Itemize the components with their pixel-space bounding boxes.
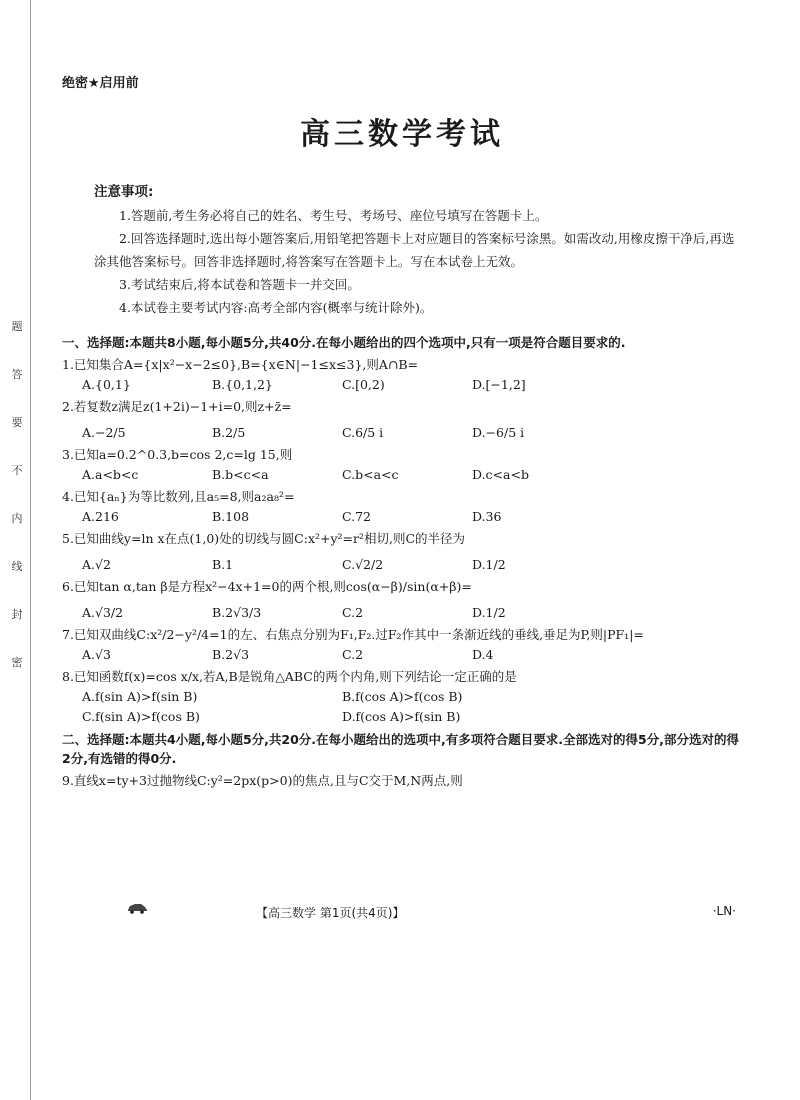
question-1 [62,356,742,394]
question-stem: 6.已知tan α,tan β是方程x²−4x+1=0的两个根,则cos(α−β)/sin(α+β)= [62,579,472,594]
option-a: A.−2/5 [82,425,126,440]
page-title: 高三数学考试 [300,117,504,152]
notes-block [62,181,742,319]
option-b: B.1 [212,557,234,572]
section-two-heading: 二、选择题:本题共4小题,每小题5分,共20分.在每小题给出的选项中,有多项符合题目要求.全部选对的得5分,部分选对的得2分,有选错的得0分. [62,732,739,766]
exam-page [62,72,742,790]
option-a: A.f(sin A)>f(sin B) [82,689,198,704]
option-d: D.1/2 [472,557,506,572]
question-options [62,508,742,526]
note-item: 1.答题前,考生务必将自己的姓名、考生号、考场号、座位号填写在答题卡上。 [119,208,548,223]
question-stem: 1.已知集合A={x|x²−x−2≤0},B={x∈N|−1≤x≤3},则A∩B= [62,357,419,372]
question-stem: 3.已知a=0.2^0.3,b=cos 2,c=lg 15,则 [62,447,293,462]
option-c: C.72 [342,509,371,524]
car-icon [126,902,148,918]
scan-edge-line [30,0,31,1100]
question-stem: 9.直线x=ty+3过抛物线C:y²=2px(p>0)的焦点,且与C交于M,N两点,则 [62,773,463,788]
question-options [62,708,742,726]
option-d: D.−6/5 i [472,425,525,440]
question-3 [62,446,742,484]
question-4 [62,488,742,526]
seal-char: 题 [11,320,23,333]
question-stem: 5.已知曲线y=ln x在点(1,0)处的切线与圆C:x²+y²=r²相切,则C的半径为 [62,531,466,546]
secret-label: 绝密★启用前 [62,76,139,91]
seal-char: 要 [11,416,23,429]
question-6 [62,578,742,622]
option-b: B.108 [212,509,250,524]
option-a: A.√2 [82,557,111,572]
question-stem: 7.已知双曲线C:x²/2−y²/4=1的左、右焦点分别为F₁,F₂.过F₂作其中一条渐近线的垂线,垂足为P,则|PF₁|= [62,627,644,642]
question-5 [62,530,742,574]
question-options [62,688,742,706]
option-a: A.a<b<c [82,467,139,482]
option-d: D.1/2 [472,605,506,620]
seal-char: 不 [11,464,23,477]
seal-char: 线 [11,560,23,573]
seal-char: 答 [11,368,23,381]
section-one-heading: 一、选择题:本题共8小题,每小题5分,共40分.在每小题给出的四个选项中,只有一项是符合题目要求的. [62,335,626,350]
option-d: D.c<a<b [472,467,529,482]
option-a: A.216 [82,509,119,524]
note-item: 3.考试结束后,将本试卷和答题卡一并交回。 [119,277,360,292]
option-c: C.f(sin A)>f(cos B) [82,709,200,724]
option-c: C.√2/2 [342,557,384,572]
option-d: D.4 [472,647,494,662]
option-c: C.[0,2) [342,377,385,392]
seal-char: 内 [11,512,23,525]
seal-line-column [8,318,26,702]
option-c: C.2 [342,605,364,620]
footer-page-info: 【高三数学 第1页(共4页)】 [256,906,405,920]
option-d: D.[−1,2] [472,377,526,392]
question-options [62,424,742,442]
seal-char: 密 [11,656,23,669]
question-options [62,604,742,622]
option-b: B.b<c<a [212,467,269,482]
question-stem: 2.若复数z满足z(1+2i)−1+i=0,则z+z̄= [62,399,292,414]
option-b: B.{0,1,2} [212,377,273,392]
option-b: B.f(cos A)>f(cos B) [342,689,463,704]
option-b: B.2√3 [212,647,250,662]
option-a: A.{0,1} [82,377,131,392]
question-options [62,646,742,664]
question-9 [62,772,742,790]
option-d: D.36 [472,509,502,524]
option-d: D.f(cos A)>f(sin B) [342,709,461,724]
option-b: B.2/5 [212,425,246,440]
question-options [62,376,742,394]
option-c: C.2 [342,647,364,662]
question-stem: 8.已知函数f(x)=cos x/x,若A,B是锐角△ABC的两个内角,则下列结论一定正确的是 [62,669,517,684]
seal-char: 封 [11,608,23,621]
option-a: A.√3 [82,647,111,662]
footer-code: ·LN· [712,904,736,918]
note-item: 2.回答选择题时,选出每小题答案后,用铅笔把答题卡上对应题目的答案标号涂黑。如需改动,用橡皮擦干净后,再选涂其他答案标号。回答非选择题时,将答案写在答题卡上。写在本试卷上无效。 [94,231,735,269]
question-stem: 4.已知{aₙ}为等比数列,且a₅=8,则a₂a₈²= [62,489,295,504]
option-c: C.6/5 i [342,425,384,440]
note-item: 4.本试卷主要考试内容:高考全部内容(概率与统计除外)。 [119,300,433,315]
question-8 [62,668,742,726]
option-c: C.b<a<c [342,467,399,482]
option-b: B.2√3/3 [212,605,262,620]
question-2 [62,398,742,442]
question-7 [62,626,742,664]
question-options [62,556,742,574]
question-options [62,466,742,484]
option-a: A.√3/2 [82,605,124,620]
notes-heading: 注意事项: [94,184,154,200]
